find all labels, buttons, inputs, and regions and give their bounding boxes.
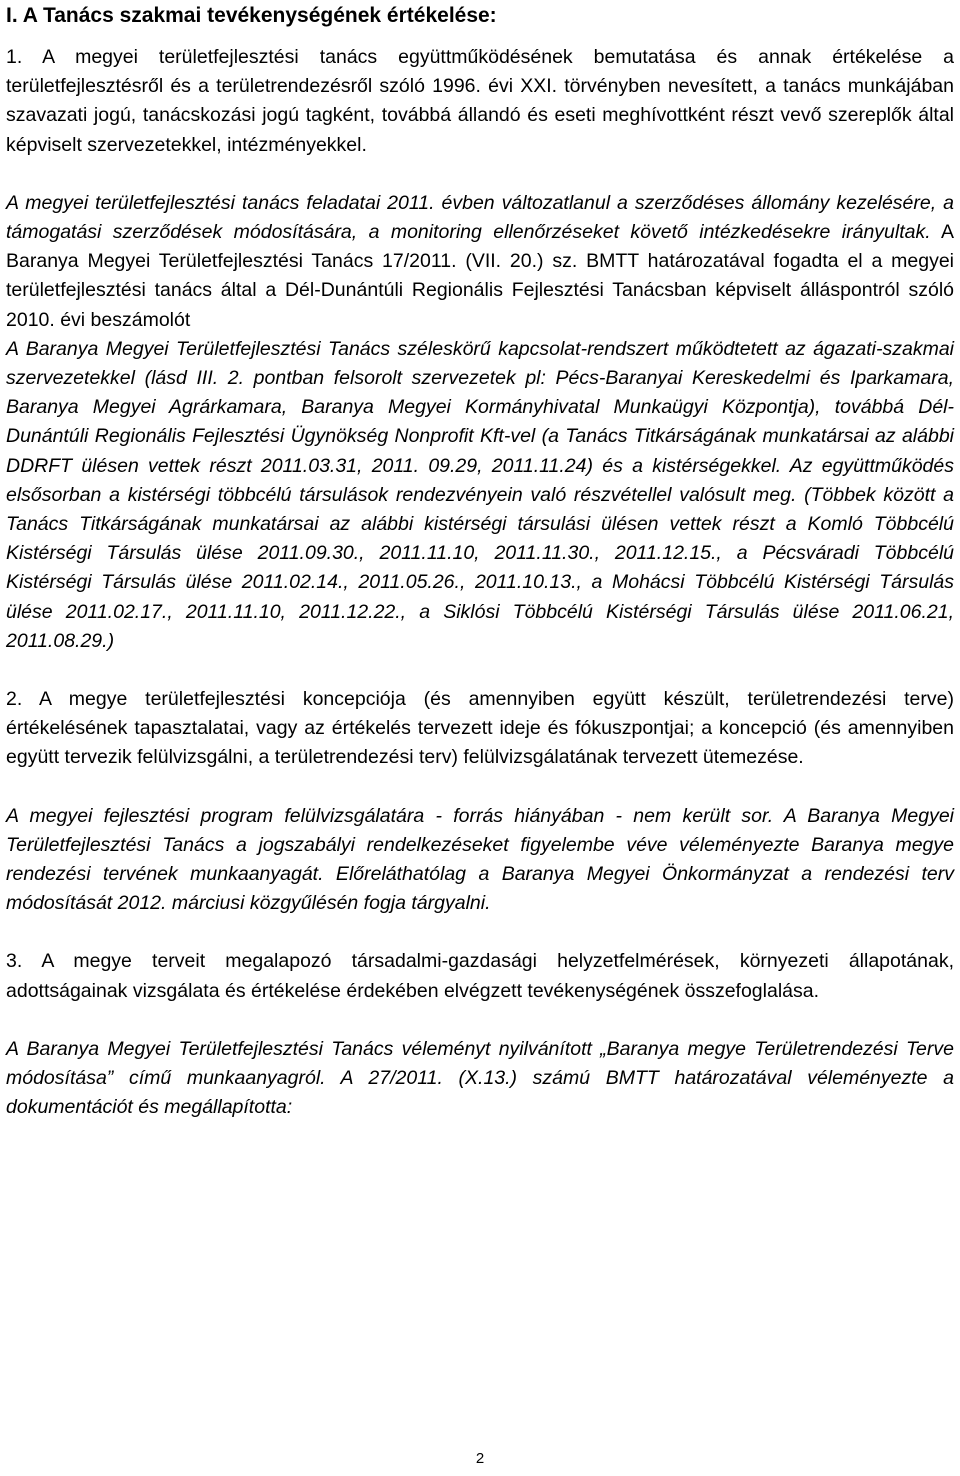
- section-heading: I. A Tanács szakmai tevékenységének értékelése:: [6, 4, 497, 27]
- section3-intro: 3. A megye terveit megalapozó társadalmi-gazdasági helyzetfelmérések, környezeti állapotának, adottságainak vizsgálata és értékelése érdekében elvégzett tevékenységének összefoglalása.: [6, 950, 954, 1002]
- section2-body: A megyei fejlesztési program felülvizsgálatára - forrás hiányában - nem került sor. A Baranya Megyei Területfejlesztési Tanács a jogszabályi rendelkezéseket figyelembe véve véleményezte Baranya megye rendezési tervének munkaanyagát. Előreláthatólag a Baranya Megyei Önkormányzat a rendezési terv módosítását 2012. márciusi közgyűlésén fogja tárgyalni.: [6, 804, 954, 915]
- section1-cooperation: A Baranya Megyei Területfejlesztési Tanács széleskörű kapcsolat-rendszert működtetett az ágazati-szakmai szervezetekkel (lásd III. 2. pontban felsorolt szervezetek pl: Pécs-Baranyai Kereskedelmi és Iparkamara, Baranya Megyei Agrárkamara, Baranya Megyei Kormányhivatal Munkaügyi Központja), továbbá Dél-Dunántúli Regionális Fejlesztési Ügynökség Nonprofit Kft-vel (a Tanács Titkárságának munkatársai az alábbi DDRFT ülésen vettek részt 2011.03.31, 2011. 09.29, 2011.11.24) és a kistérségekkel. Az együttműködés elsősorban a kistérségi többcélú társulások rendezvényein való részvétellel valósult meg. (Többek között a Tanács Titkárságának munkatársai az alábbi kistérségi társulási ülésen vettek részt a Komló Többcélú Kistérségi Társulás ülése 2011.09.30., 2011.11.10, 2011.11.30., 2011.12.15., a Pécsváradi Többcélú Kistérségi Társulás ülése 2011.02.14., 2011.05.26., 2011.10.13., a Mohácsi Többcélú Kistérségi Társulás ülése 2011.02.17., 2011.11.10, 2011.12.22., a Siklósi Többcélú Kistérségi Társulás ülése 2011.06.21, 2011.08.29.): [6, 337, 954, 652]
- page-number: 2: [475, 1450, 485, 1467]
- document-page: [6, 0, 954, 1123]
- section2-intro: 2. A megye területfejlesztési koncepciója (és amennyiben együtt készült, területrendezési terve) értékelésének tapasztalatai, vagy az értékelés tervezett ideje és fókuszpontjai; a koncepció (és amennyiben együtt tervezik felülvizsgálni, a területrendezési terv) felülvizsgálatának tervezett ütemezése.: [6, 688, 954, 769]
- section1-tasks-paragraph: [6, 189, 954, 335]
- section1-intro: 1. A megyei területfejlesztési tanács együttműködésének bemutatása és annak értékelése a területfejlesztésről és a területrendezésről szóló 1996. évi XXI. törvényben nevesített, a tanács munkájában szavazati jogú, tanácskozási jogú tagként, továbbá állandó és eseti meghívottként részt vevő szereplők által képviselt szervezetekkel, intézményekkel.: [6, 46, 954, 156]
- section1-tasks-italic: A megyei területfejlesztési tanács feladatai 2011. évben változatlanul a szerződéses állomány kezelésére, a támogatási szerződések módosítására, a monitoring ellenőrzéseket követő intézkedésekre irányultak.: [6, 191, 954, 244]
- section3-body: A Baranya Megyei Területfejlesztési Tanács véleményt nyilvánított „Baranya megye Területrendezési Terve módosítása” című munkaanyagról. A 27/2011. (X.13.) számú BMTT határozatával véleményezte a dokumentációt és megállapította:: [6, 1037, 954, 1119]
- section1-tasks-rest: A Baranya Megyei Területfejlesztési Tanács 17/2011. (VII. 20.) sz. BMTT határozatával fogadta el a megyei területfejlesztési tanács által a Dél-Dunántúli Regionális Fejlesztési Tanácsban képviselt álláspontról szóló 2010. évi beszámolót: [6, 221, 954, 331]
